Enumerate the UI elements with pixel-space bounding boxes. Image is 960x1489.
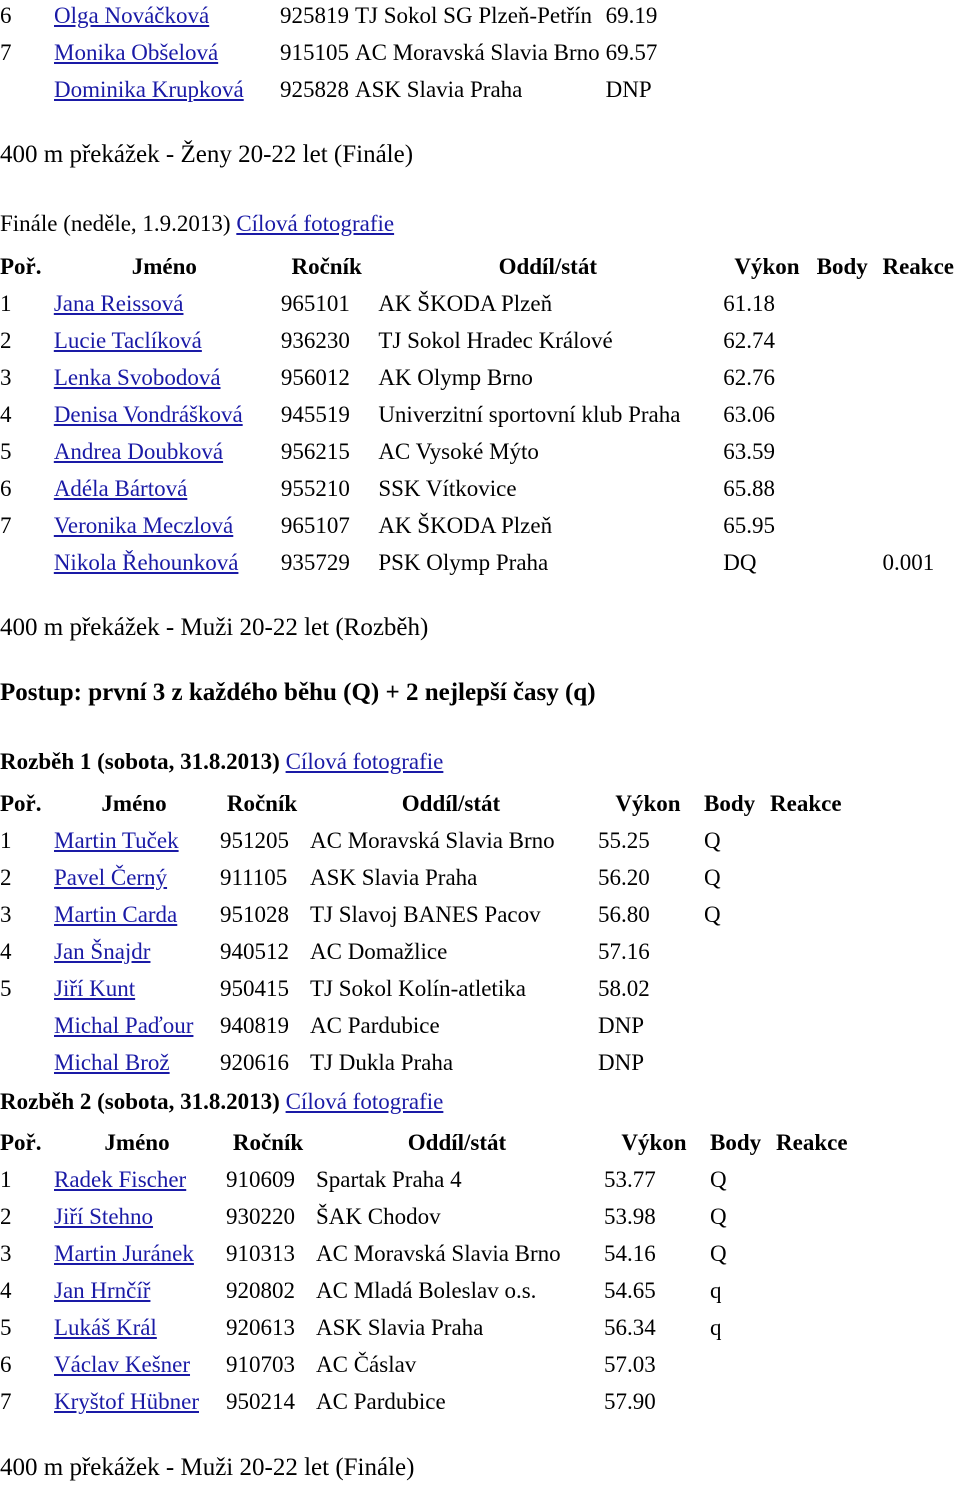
athlete-link[interactable]: Pavel Černý (54, 864, 168, 890)
result-cell: 54.65 (604, 1277, 656, 1303)
birth-code-cell: 940512 (220, 938, 289, 964)
club-cell: AC Vysoké Mýto (378, 438, 539, 464)
photo-finish-link[interactable]: Cílová fotografie (285, 1089, 444, 1114)
birth-code-cell: 920802 (226, 1277, 295, 1303)
club-cell: SSK Vítkovice (378, 475, 517, 501)
header-row (0, 785, 848, 822)
athlete-link[interactable]: Jiří Stehno (54, 1203, 154, 1229)
athlete-name-cell (54, 507, 281, 544)
athlete-name-cell (54, 71, 280, 108)
result-cell: 55.25 (598, 827, 650, 853)
event-title-men-final: 400 m překážek - Muži 20-22 let (Finále) (0, 1454, 415, 1481)
club-cell: AC Pardubice (316, 1388, 446, 1414)
column-header-year: Ročník (232, 1129, 304, 1155)
table-row (0, 970, 848, 1007)
heat-1-table (0, 785, 848, 1081)
club-cell: AK ŠKODA Plzeň (378, 290, 553, 316)
club-cell: AK ŠKODA Plzeň (378, 512, 553, 538)
table-row (0, 1198, 854, 1235)
position-cell: 7 (0, 1388, 12, 1414)
club-cell: AC Čáslav (316, 1351, 417, 1377)
athlete-name-cell (54, 1235, 226, 1272)
column-header-club: Oddíl/stát (498, 253, 597, 279)
position-cell: 3 (0, 901, 12, 927)
reaction-cell (770, 933, 848, 970)
reaction-cell (770, 1044, 848, 1081)
athlete-name-cell (54, 1007, 220, 1044)
birth-code-cell: 935729 (280, 549, 350, 575)
column-header-year: Ročník (226, 790, 298, 816)
header-row (0, 1124, 854, 1161)
result-cell: 56.20 (598, 864, 650, 890)
athlete-name-cell (54, 0, 280, 34)
result-cell: DQ (723, 549, 757, 575)
result-cell: DNP (598, 1049, 645, 1075)
position-cell: 6 (0, 2, 12, 28)
athlete-link[interactable]: Martin Juránek (54, 1240, 194, 1266)
photo-finish-link[interactable]: Cílová fotografie (236, 211, 395, 236)
athlete-link[interactable]: Lucie Taclíková (53, 327, 202, 353)
points-cell (817, 433, 883, 470)
points-cell (817, 470, 883, 507)
table-row (0, 1383, 854, 1420)
athlete-name-cell (54, 1272, 226, 1309)
reaction-cell (776, 1272, 854, 1309)
athlete-link[interactable]: Olga Nováčková (54, 2, 210, 28)
top-results-table (0, 0, 663, 108)
athlete-link[interactable]: Radek Fischer (54, 1166, 187, 1192)
position-cell (0, 71, 54, 108)
table-row (0, 544, 960, 581)
points-cell (817, 396, 883, 433)
reaction-cell (882, 359, 960, 396)
birth-code-cell: 955210 (280, 475, 350, 501)
club-cell: AK Olymp Brno (378, 364, 533, 390)
birth-code-cell: 965101 (280, 290, 350, 316)
position-cell: 1 (0, 290, 12, 316)
club-cell: AC Moravská Slavia Brno (355, 39, 600, 65)
reaction-cell (770, 970, 848, 1007)
position-cell: 4 (0, 1277, 12, 1303)
result-cell: 65.88 (723, 475, 776, 501)
column-header-pos: Poř. (0, 253, 42, 279)
position-cell: 6 (0, 475, 12, 501)
column-header-points: Body (710, 1129, 762, 1155)
athlete-link[interactable]: Kryštof Hübner (54, 1388, 199, 1414)
athlete-name-cell (54, 1161, 226, 1198)
reaction-cell (776, 1309, 854, 1346)
position-cell: 6 (0, 1351, 12, 1377)
result-cell: 57.16 (598, 938, 650, 964)
table-row (0, 322, 960, 359)
table-row (0, 359, 960, 396)
points-cell (817, 359, 883, 396)
reaction-cell (882, 396, 960, 433)
result-cell: 56.34 (604, 1314, 656, 1340)
position-cell: 4 (0, 938, 12, 964)
birth-code-cell: 915105 (280, 39, 349, 65)
athlete-name-cell (54, 970, 220, 1007)
position-cell: 7 (0, 39, 12, 65)
athlete-name-cell (54, 822, 220, 859)
photo-finish-link[interactable]: Cílová fotografie (285, 749, 444, 774)
position-cell: 3 (0, 1240, 12, 1266)
club-cell: TJ Dukla Praha (310, 1049, 454, 1075)
position-cell: 4 (0, 401, 12, 427)
athlete-name-cell (54, 470, 281, 507)
reaction-cell (770, 1007, 848, 1044)
athlete-link[interactable]: Jiří Kunt (54, 975, 136, 1001)
reaction-cell (882, 322, 960, 359)
column-header-year: Ročník (291, 253, 362, 279)
position-cell: 2 (0, 327, 12, 353)
reaction-cell (776, 1235, 854, 1272)
position-cell (0, 1007, 54, 1044)
result-cell: 69.19 (605, 2, 658, 28)
table-row (0, 0, 663, 34)
heat-2-table (0, 1124, 854, 1420)
result-cell: 65.95 (723, 512, 776, 538)
points-cell: Q (704, 864, 721, 890)
column-header-name: Jméno (104, 1129, 170, 1155)
birth-code-cell: 920616 (220, 1049, 289, 1075)
table-row (0, 1346, 854, 1383)
reaction-cell (776, 1383, 854, 1420)
table-row (0, 1235, 854, 1272)
athlete-link[interactable]: Václav Kešner (54, 1351, 191, 1377)
points-cell: Q (710, 1166, 727, 1192)
reaction-cell (776, 1346, 854, 1383)
club-cell: ASK Slavia Praha (355, 76, 523, 102)
reaction-cell (770, 822, 848, 859)
result-cell: 62.76 (723, 364, 776, 390)
club-cell: TJ Sokol Kolín-atletika (310, 975, 526, 1001)
table-row (0, 71, 663, 108)
position-cell: 2 (0, 864, 12, 890)
birth-code-cell: 945519 (280, 401, 350, 427)
club-cell: ASK Slavia Praha (316, 1314, 484, 1340)
reaction-cell: 0.001 (882, 549, 935, 575)
column-header-reaction: Reakce (770, 790, 842, 816)
birth-code-cell: 956012 (280, 364, 350, 390)
result-cell: 61.18 (723, 290, 776, 316)
heat-label: Rozběh 1 (sobota, 31.8.2013) (0, 749, 280, 774)
column-header-result: Výkon (621, 1129, 687, 1155)
athlete-link[interactable]: Nikola Řehounková (53, 549, 239, 575)
birth-code-cell: 930220 (226, 1203, 295, 1229)
athlete-link[interactable]: Martin Tuček (54, 827, 179, 853)
athlete-link[interactable]: Denisa Vondrášková (53, 401, 243, 427)
points-cell: q (710, 1314, 722, 1340)
table-row (0, 1007, 848, 1044)
athlete-link[interactable]: Dominika Krupková (54, 76, 244, 102)
points-cell (704, 933, 770, 970)
table-row (0, 507, 960, 544)
birth-code-cell: 925819 (280, 2, 349, 28)
reaction-cell (776, 1198, 854, 1235)
athlete-link[interactable]: Andrea Doubková (53, 438, 224, 464)
points-cell (704, 1044, 770, 1081)
athlete-link[interactable]: Jana Reissová (53, 290, 184, 316)
birth-code-cell: 910703 (226, 1351, 295, 1377)
position-cell: 5 (0, 438, 12, 464)
birth-code-cell: 910313 (226, 1240, 295, 1266)
table-row (0, 1161, 854, 1198)
points-cell (704, 970, 770, 1007)
birth-code-cell: 911105 (220, 864, 288, 890)
athlete-name-cell (54, 896, 220, 933)
athlete-name-cell (54, 396, 281, 433)
result-cell: 63.06 (723, 401, 776, 427)
result-cell: 56.80 (598, 901, 650, 927)
result-cell: 63.59 (723, 438, 776, 464)
table-row (0, 896, 848, 933)
birth-code-cell: 940819 (220, 1012, 289, 1038)
athlete-link[interactable]: Michal Brož (54, 1049, 170, 1075)
club-cell: PSK Olymp Praha (378, 549, 549, 575)
table-row (0, 933, 848, 970)
athlete-name-cell (54, 1198, 226, 1235)
table-row (0, 433, 960, 470)
table-row (0, 396, 960, 433)
birth-code-cell: 951028 (220, 901, 289, 927)
result-cell: DNP (598, 1012, 645, 1038)
reaction-cell (776, 1161, 854, 1198)
reaction-cell (770, 896, 848, 933)
column-header-reaction: Reakce (776, 1129, 848, 1155)
athlete-link[interactable]: Lukáš Král (54, 1314, 157, 1340)
result-cell: 58.02 (598, 975, 650, 1001)
result-cell: DNP (605, 76, 652, 102)
athlete-link[interactable]: Michal Paďour (54, 1012, 194, 1038)
points-cell: q (710, 1277, 722, 1303)
column-header-name: Jméno (131, 253, 197, 279)
club-cell: TJ Sokol Hradec Králové (378, 327, 613, 353)
event-title-men-heats: 400 m překážek - Muži 20-22 let (Rozběh) (0, 614, 429, 641)
qualification-rule: Postup: první 3 z každého běhu (Q) + 2 nejlepší časy (q) (0, 679, 596, 706)
result-cell: 54.16 (604, 1240, 656, 1266)
points-cell (817, 544, 883, 581)
athlete-link[interactable]: Monika Obšelová (54, 39, 219, 65)
position-cell: 5 (0, 975, 12, 1001)
points-cell: Q (710, 1240, 727, 1266)
header-row (0, 248, 960, 285)
athlete-name-cell (54, 322, 281, 359)
athlete-link[interactable]: Jan Šnajdr (54, 938, 151, 964)
points-cell (817, 322, 883, 359)
column-header-result: Výkon (615, 790, 681, 816)
column-header-pos: Poř. (0, 790, 42, 816)
position-cell: 1 (0, 827, 12, 853)
position-cell: 5 (0, 1314, 12, 1340)
birth-code-cell: 950214 (226, 1388, 295, 1414)
birth-code-cell: 951205 (220, 827, 289, 853)
column-header-name: Jméno (101, 790, 167, 816)
table-row (0, 470, 960, 507)
athlete-link[interactable]: Veronika Meczlová (53, 512, 234, 538)
birth-code-cell: 950415 (220, 975, 289, 1001)
women-final-table (0, 248, 960, 581)
heat-header-women-final (0, 211, 394, 237)
table-row (0, 1044, 848, 1081)
points-cell (817, 285, 883, 322)
points-cell (704, 1007, 770, 1044)
column-header-points: Body (816, 253, 868, 279)
birth-code-cell: 936230 (280, 327, 350, 353)
position-cell: 1 (0, 1166, 12, 1192)
athlete-name-cell (54, 34, 280, 71)
athlete-name-cell (54, 285, 281, 322)
points-cell: Q (704, 827, 721, 853)
column-header-club: Oddíl/stát (401, 790, 501, 816)
athlete-name-cell (54, 359, 281, 396)
table-row (0, 1272, 854, 1309)
club-cell: Univerzitní sportovní klub Praha (378, 401, 681, 427)
club-cell: AC Moravská Slavia Brno (316, 1240, 561, 1266)
club-cell: ASK Slavia Praha (310, 864, 478, 890)
club-cell: TJ Slavoj BANES Pacov (310, 901, 541, 927)
points-cell: Q (704, 901, 721, 927)
position-cell: 2 (0, 1203, 12, 1229)
table-row (0, 285, 960, 322)
birth-code-cell: 956215 (280, 438, 350, 464)
table-row (0, 822, 848, 859)
points-cell (710, 1346, 776, 1383)
reaction-cell (882, 470, 960, 507)
athlete-name-cell (54, 1309, 226, 1346)
athlete-link[interactable]: Lenka Svobodová (53, 364, 221, 390)
column-header-reaction: Reakce (882, 253, 954, 279)
birth-code-cell: 965107 (280, 512, 350, 538)
heat-header-2 (0, 1089, 443, 1115)
birth-code-cell: 920613 (226, 1314, 295, 1340)
heat-header-1 (0, 749, 443, 775)
position-cell: 3 (0, 364, 12, 390)
athlete-name-cell (54, 544, 281, 581)
reaction-cell (882, 433, 960, 470)
reaction-cell (882, 507, 960, 544)
birth-code-cell: 910609 (226, 1166, 295, 1192)
athlete-name-cell (54, 1383, 226, 1420)
athlete-link[interactable]: Jan Hrnčíř (54, 1277, 151, 1303)
club-cell: AC Moravská Slavia Brno (310, 827, 555, 853)
result-cell: 62.74 (723, 327, 776, 353)
position-cell (0, 1044, 54, 1081)
position-cell (0, 544, 54, 581)
reaction-cell (770, 859, 848, 896)
event-title-women-final: 400 m překážek - Ženy 20-22 let (Finále) (0, 141, 414, 168)
athlete-name-cell (54, 933, 220, 970)
heat-label: Finále (neděle, 1.9.2013) (0, 211, 231, 236)
reaction-cell (882, 285, 960, 322)
table-row (0, 34, 663, 71)
athlete-name-cell (54, 859, 220, 896)
result-cell: 53.77 (604, 1166, 656, 1192)
club-cell: AC Domažlice (310, 938, 448, 964)
club-cell: TJ Sokol SG Plzeň-Petřín (355, 2, 593, 28)
athlete-name-cell (54, 1044, 220, 1081)
result-cell: 57.90 (604, 1388, 656, 1414)
position-cell: 7 (0, 512, 12, 538)
club-cell: AC Pardubice (310, 1012, 440, 1038)
athlete-link[interactable]: Martin Carda (54, 901, 178, 927)
result-cell: 69.57 (605, 39, 658, 65)
column-header-pos: Poř. (0, 1129, 42, 1155)
birth-code-cell: 925828 (280, 76, 349, 102)
table-row (0, 1309, 854, 1346)
result-cell: 53.98 (604, 1203, 656, 1229)
column-header-points: Body (704, 790, 756, 816)
points-cell: Q (710, 1203, 727, 1229)
athlete-name-cell (54, 1346, 226, 1383)
points-cell (710, 1383, 776, 1420)
heat-label: Rozběh 2 (sobota, 31.8.2013) (0, 1089, 280, 1114)
club-cell: ŠAK Chodov (316, 1203, 441, 1229)
athlete-name-cell (54, 433, 281, 470)
column-header-result: Výkon (734, 253, 800, 279)
club-cell: Spartak Praha 4 (316, 1166, 462, 1192)
column-header-club: Oddíl/stát (407, 1129, 507, 1155)
club-cell: AC Mladá Boleslav o.s. (316, 1277, 537, 1303)
points-cell (817, 507, 883, 544)
result-cell: 57.03 (604, 1351, 656, 1377)
table-row (0, 859, 848, 896)
athlete-link[interactable]: Adéla Bártová (53, 475, 188, 501)
